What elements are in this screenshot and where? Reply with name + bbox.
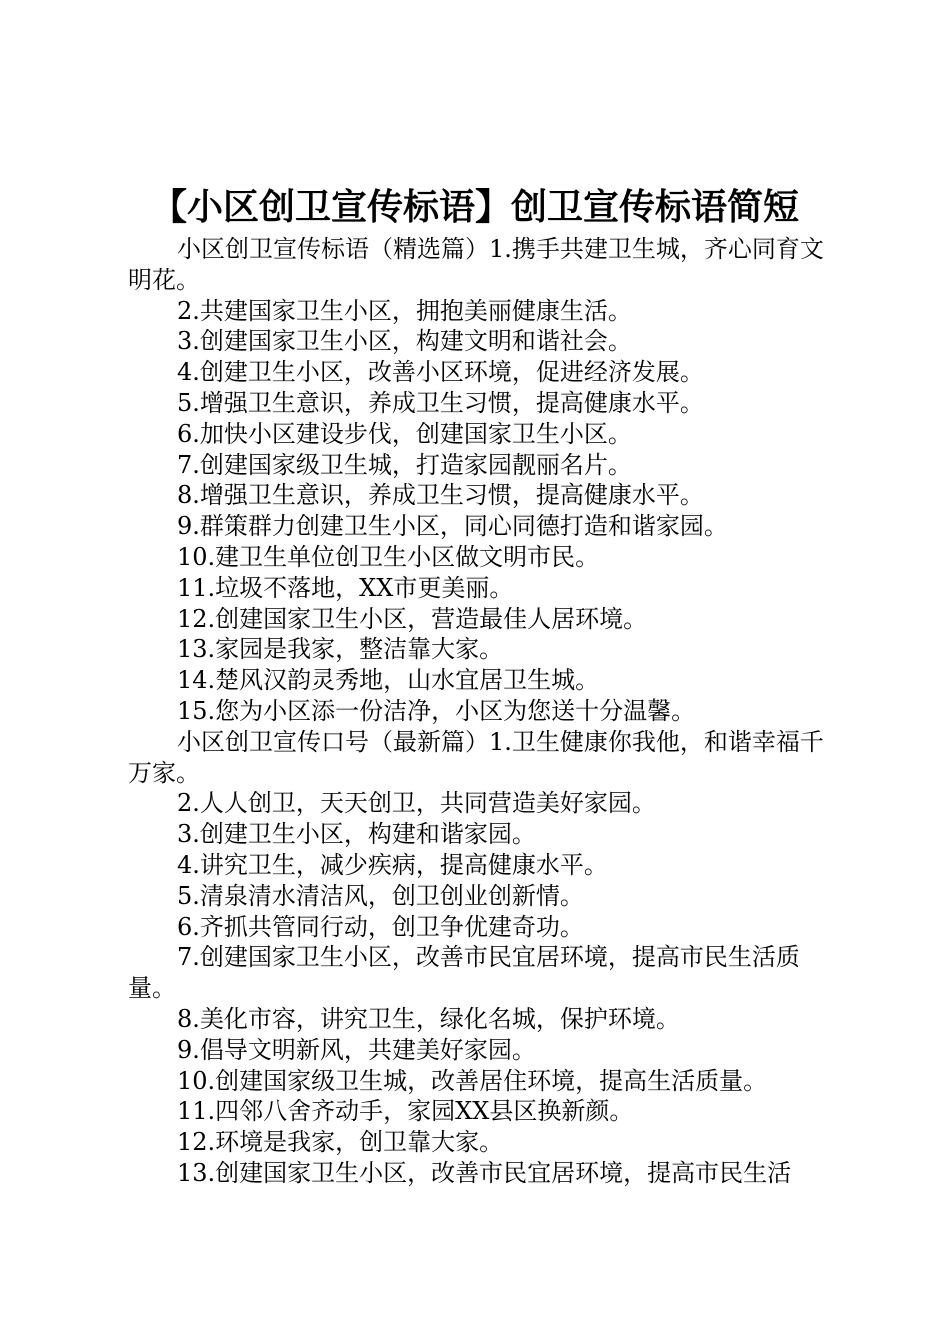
paragraph-17: 2.人人创卫，天天创卫，共同营造美好家园。 — [177, 789, 656, 818]
paragraph-15: 15.您为小区添一份洁净，小区为您送十分温馨。 — [177, 696, 696, 725]
paragraph-19: 4.讲究卫生，减少疾病，提高健康水平。 — [177, 850, 608, 879]
paragraph-1: 小区创卫宣传标语（精选篇）1.携手共建卫生城，齐心同育文明花。 — [128, 235, 824, 294]
paragraph-27: 12.环境是我家，创卫靠大家。 — [177, 1128, 504, 1157]
paragraph-11: 11.垃圾不落地，XX市更美丽。 — [177, 573, 514, 602]
paragraph-4: 4.创建卫生小区，改善小区环境，促进经济发展。 — [177, 358, 704, 387]
paragraph-23: 8.美化市容，讲究卫生，绿化名城，保护环境。 — [177, 1004, 680, 1033]
paragraph-24: 9.倡导文明新风，共建美好家园。 — [177, 1035, 536, 1064]
paragraph-28: 13.创建国家卫生小区，改善市民宜居环境，提高市民生活 — [177, 1158, 792, 1187]
paragraph-9: 9.群策群力创建卫生小区，同心同德打造和谐家园。 — [177, 512, 728, 541]
paragraph-21: 6.齐抓共管同行动，创卫争优建奇功。 — [177, 912, 584, 941]
paragraph-22: 7.创建国家卫生小区，改善市民宜居环境，提高市民生活质量。 — [128, 943, 800, 1003]
paragraph-2: 2.共建国家卫生小区，拥抱美丽健康生活。 — [177, 296, 632, 325]
document-body — [128, 234, 832, 1189]
paragraph-3: 3.创建国家卫生小区，构建文明和谐社会。 — [177, 327, 632, 356]
paragraph-12: 12.创建国家卫生小区，营造最佳人居环境。 — [177, 604, 648, 633]
paragraph-16: 小区创卫宣传口号（最新篇）1.卫生健康你我他，和谐幸福千万家。 — [128, 727, 824, 787]
paragraph-26: 11.四邻八舍齐动手，家园XX县区换新颜。 — [177, 1097, 634, 1126]
paragraph-7: 7.创建国家级卫生城，打造家园靓丽名片。 — [177, 450, 632, 479]
paragraph-8: 8.增强卫生意识，养成卫生习惯，提高健康水平。 — [177, 481, 704, 510]
paragraph-5: 5.增强卫生意识，养成卫生习惯，提高健康水平。 — [177, 388, 704, 417]
paragraph-20: 5.清泉清水清洁风，创卫创业创新情。 — [177, 881, 584, 910]
paragraph-6: 6.加快小区建设步伐，创建国家卫生小区。 — [177, 419, 632, 448]
paragraph-10: 10.建卫生单位创卫生小区做文明市民。 — [177, 542, 600, 571]
paragraph-18: 3.创建卫生小区，构建和谐家园。 — [177, 820, 536, 849]
document-title: 【小区创卫宣传标语】创卫宣传标语简短 — [150, 186, 799, 228]
paragraph-13: 13.家园是我家，整洁靠大家。 — [177, 635, 504, 664]
paragraph-25: 10.创建国家级卫生城，改善居住环境，提高生活质量。 — [177, 1066, 768, 1095]
paragraph-14: 14.楚风汉韵灵秀地，山水宜居卫生城。 — [177, 666, 600, 695]
